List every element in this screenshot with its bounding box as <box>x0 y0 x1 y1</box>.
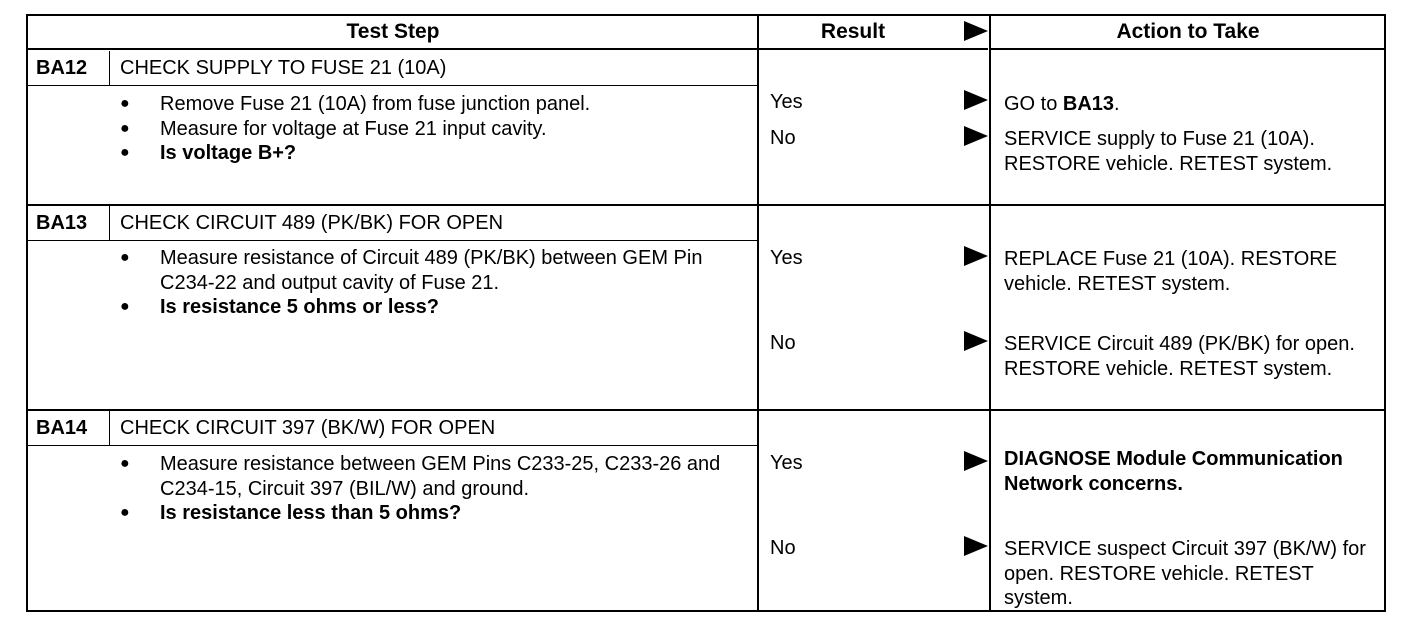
result-no: No <box>770 127 796 149</box>
diagnostic-table <box>26 14 1386 612</box>
header-result: Result <box>758 16 988 50</box>
step-bullets <box>114 246 754 320</box>
bullet-item: ● Measure for voltage at Fuse 21 input cavity. <box>114 117 754 142</box>
column-divider-action <box>989 16 991 610</box>
arrow-icon <box>964 451 988 471</box>
step-bullets <box>114 452 754 526</box>
bullet-item: ● Remove Fuse 21 (10A) from fuse junction panel. <box>114 92 754 117</box>
title-underline-1 <box>28 85 757 86</box>
arrow-icon <box>964 536 988 556</box>
header-action: Action to Take <box>990 16 1386 50</box>
bullet-question: ● Is resistance less than 5 ohms? <box>114 501 754 526</box>
step-title: CHECK SUPPLY TO FUSE 21 (10A) <box>120 56 447 79</box>
arrow-icon <box>964 126 988 146</box>
step-id: BA12 <box>28 51 110 85</box>
header-test-step: Test Step <box>28 16 758 50</box>
title-underline-3 <box>28 445 757 446</box>
bullet-question: ● Is resistance 5 ohms or less? <box>114 295 754 320</box>
arrow-icon <box>964 331 988 351</box>
result-no: No <box>770 332 796 354</box>
bullet-item: ● Measure resistance of Circuit 489 (PK/BK) between GEM Pin C234-22 and output cavity of Fuse 21. <box>114 246 754 295</box>
step-title: CHECK CIRCUIT 397 (BK/W) FOR OPEN <box>120 416 496 439</box>
result-yes: Yes <box>770 452 803 474</box>
step-title: CHECK CIRCUIT 489 (PK/BK) FOR OPEN <box>120 211 504 234</box>
action-text: SERVICE suspect Circuit 397 (BK/W) for open. RESTORE vehicle. RETEST system. <box>1004 538 1366 609</box>
action-text: GO to BA13. <box>1004 93 1120 115</box>
action-text: DIAGNOSE Module Communication Network concerns. <box>1004 448 1343 495</box>
step-id: BA14 <box>28 411 110 445</box>
result-no: No <box>770 537 796 559</box>
step-bullets <box>114 92 754 166</box>
arrow-icon <box>964 90 988 110</box>
step-id: BA13 <box>28 206 110 240</box>
bullet-item: ● Measure resistance between GEM Pins C233-25, C233-26 and C234-15, Circuit 397 (BIL/W) and ground. <box>114 452 754 501</box>
column-divider-result <box>757 16 759 610</box>
title-underline-2 <box>28 240 757 241</box>
header-arrow-icon <box>964 21 988 41</box>
bullet-question: ● Is voltage B+? <box>114 141 754 166</box>
arrow-icon <box>964 246 988 266</box>
result-yes: Yes <box>770 91 803 113</box>
result-yes: Yes <box>770 247 803 269</box>
action-text: SERVICE supply to Fuse 21 (10A). RESTORE vehicle. RETEST system. <box>1004 128 1333 175</box>
action-text: SERVICE Circuit 489 (PK/BK) for open. RESTORE vehicle. RETEST system. <box>1004 333 1355 380</box>
action-text: REPLACE Fuse 21 (10A). RESTORE vehicle. RETEST system. <box>1004 248 1338 295</box>
